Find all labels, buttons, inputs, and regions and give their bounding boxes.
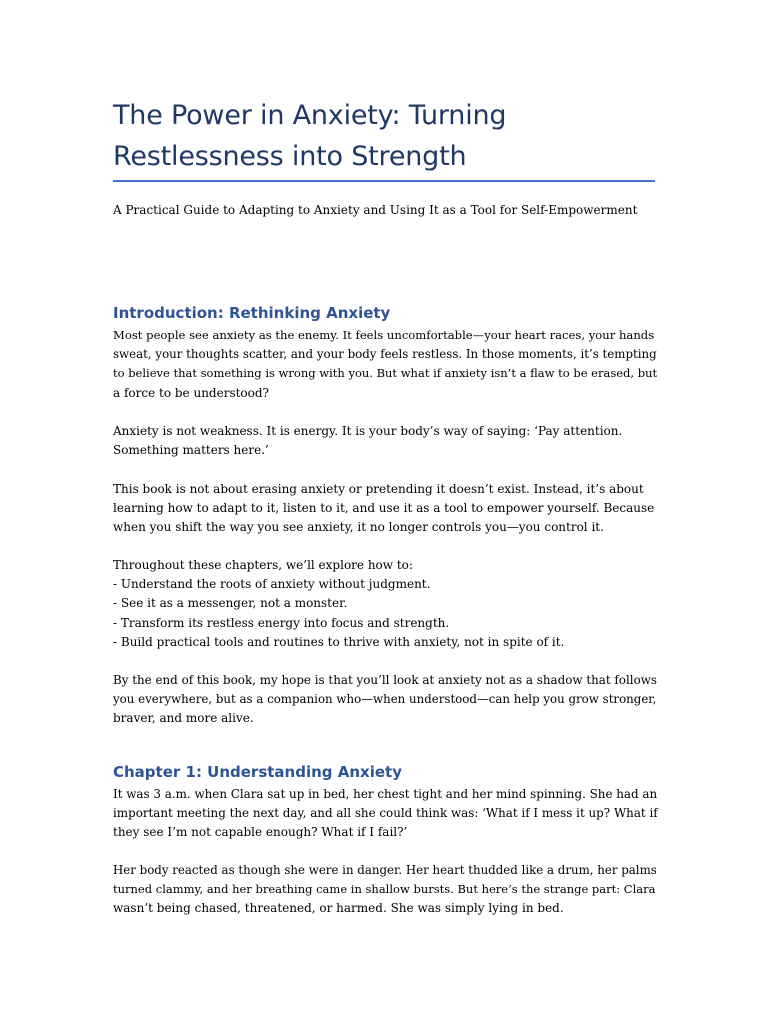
document-title-line: Restlessness into Strength <box>113 141 467 172</box>
text-line: wasn’t being chased, threatened, or harmed. She was simply lying in bed. <box>113 901 564 916</box>
text-line: learning how to adapt to it, listen to it, and use it as a tool to empower yourself. Because <box>113 501 655 516</box>
intro-paragraph-4 <box>113 556 658 652</box>
text-line: Her body reacted as though she were in danger. Her heart thudded like a drum, her palms <box>113 863 657 877</box>
intro-paragraph-5 <box>113 671 658 729</box>
text-line: It was 3 a.m. when Clara sat up in bed, her chest tight and her mind spinning. She had an <box>113 787 658 801</box>
title-divider <box>113 180 655 182</box>
document-title-line: The Power in Anxiety: Turning <box>113 100 507 131</box>
text-line: important meeting the next day, and all she could think was: ‘What if I mess it up? What if <box>113 806 658 821</box>
intro-paragraph-1 <box>113 326 658 403</box>
text-line: turned clammy, and her breathing came in shallow bursts. But here’s the strange part: Clara <box>113 882 656 897</box>
list-item: - See it as a messenger, not a monster. <box>113 596 348 611</box>
text-line: they see I’m not capable enough? What if I fail?’ <box>113 825 408 840</box>
text-line: By the end of this book, my hope is that you’ll look at anxiety not as a shadow that follows <box>113 673 658 687</box>
text-line: Throughout these chapters, we’ll explore how to: <box>113 558 413 572</box>
document-title <box>113 95 658 177</box>
text-line: Most people see anxiety as the enemy. It feels uncomfortable—your heart races, your hands <box>113 328 655 342</box>
list-item: - Understand the roots of anxiety without judgment. <box>113 577 431 592</box>
list-item: - Transform its restless energy into focus and strength. <box>113 615 450 630</box>
chapter-1-paragraph-1 <box>113 785 658 843</box>
text-line: sweat, your thoughts scatter, and your body feels restless. In those moments, it’s tempting <box>113 347 657 362</box>
chapter-1-heading: Chapter 1: Understanding Anxiety <box>113 763 402 781</box>
document-subtitle: A Practical Guide to Adapting to Anxiety and Using It as a Tool for Self-Empowerment <box>113 203 638 217</box>
text-line: a force to be understood? <box>113 385 269 400</box>
intro-paragraph-2 <box>113 422 658 460</box>
intro-paragraph-3 <box>113 480 658 538</box>
text-line: to believe that something is wrong with you. But what if anxiety isn’t a flaw to be erased, but <box>113 366 658 381</box>
text-line: Anxiety is not weakness. It is energy. It is your body’s way of saying: ‘Pay attention. <box>113 424 623 438</box>
text-line: braver, and more alive. <box>113 711 254 726</box>
chapter-1-paragraph-2 <box>113 861 658 919</box>
text-line: when you shift the way you see anxiety, it no longer controls you—you control it. <box>113 520 604 535</box>
list-item: - Build practical tools and routines to thrive with anxiety, not in spite of it. <box>113 634 565 649</box>
text-line: you everywhere, but as a companion who—when understood—can help you grow stronger, <box>113 692 657 707</box>
intro-heading: Introduction: Rethinking Anxiety <box>113 304 391 322</box>
text-line: This book is not about erasing anxiety or pretending it doesn’t exist. Instead, it’s about <box>113 482 644 496</box>
text-line: Something matters here.’ <box>113 443 269 458</box>
